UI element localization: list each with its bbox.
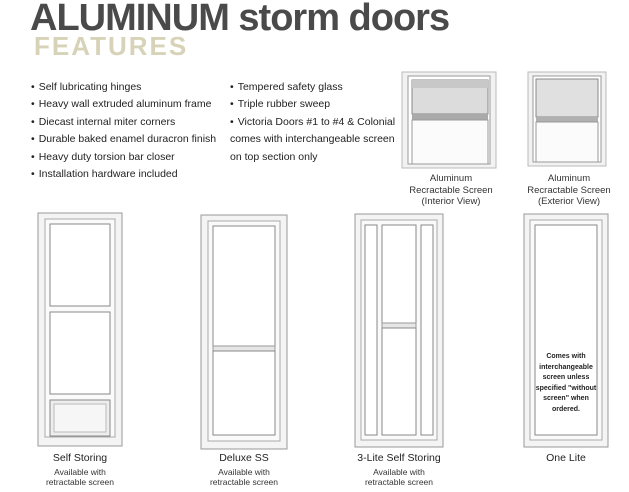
feature-item: • Tempered safety glass (230, 79, 395, 96)
features-list-right (230, 79, 395, 166)
caption-line: Aluminum (547, 173, 591, 184)
feature-item-continuation: on top section only (230, 150, 318, 163)
note-line: retractable screen (209, 477, 279, 487)
note-line: screen" when (543, 395, 589, 402)
door-note (349, 467, 449, 487)
feature-item: • Victoria Doors #1 to #4 & Colonial (230, 114, 395, 131)
door-self-storing-image (38, 213, 122, 446)
note-line: retractable screen (364, 477, 434, 487)
door-note (30, 467, 130, 487)
page-title: ALUMINUM storm doors (30, 0, 450, 39)
note-line: ordered. (551, 405, 580, 413)
note-line: specified "without (535, 384, 597, 392)
note-line: Comes with (546, 353, 586, 360)
caption-line: Recractable Screen (527, 184, 611, 196)
caption-line: Aluminum (429, 173, 473, 184)
feature-item: • Heavy duty torsion bar closer (31, 149, 216, 166)
caption-line: Recractable Screen (409, 184, 493, 196)
note-line: interchangeable (539, 363, 593, 371)
door-note (194, 467, 294, 487)
door-3-lite-image (355, 214, 443, 447)
feature-item: • Diecast internal miter corners (31, 114, 216, 131)
screen-exterior-caption (522, 173, 616, 208)
note-line: screen unless (542, 374, 590, 381)
caption-line: (Exterior View) (537, 196, 601, 207)
feature-item: • Self lubricating hinges (31, 79, 216, 96)
feature-item: • Installation hardware included (31, 166, 216, 183)
feature-item-continuation: comes with interchangeable screen (230, 133, 395, 146)
page-subtitle: FEATURES (34, 31, 189, 61)
note-line: Available with (54, 467, 106, 477)
door-label: Deluxe SS (219, 452, 269, 464)
caption-line: (Interior View) (421, 196, 481, 207)
note-line: retractable screen (45, 477, 115, 487)
door-label: 3-Lite Self Storing (357, 452, 441, 464)
screen-interior-caption (404, 173, 498, 208)
feature-item: • Heavy wall extruded aluminum frame (31, 96, 216, 113)
note-line: Available with (373, 467, 425, 477)
features-list-left (31, 79, 216, 183)
door-label: Self Storing (52, 452, 108, 464)
door-deluxe-ss-image (201, 215, 287, 449)
screen-exterior-image (528, 72, 606, 166)
one-lite-note (532, 352, 600, 415)
screen-interior-image (402, 72, 496, 168)
feature-item: • Durable baked enamel duracron finish (31, 131, 216, 148)
note-line: Available with (218, 467, 270, 477)
door-label: One Lite (546, 452, 586, 464)
feature-item: • Triple rubber sweep (230, 96, 395, 113)
